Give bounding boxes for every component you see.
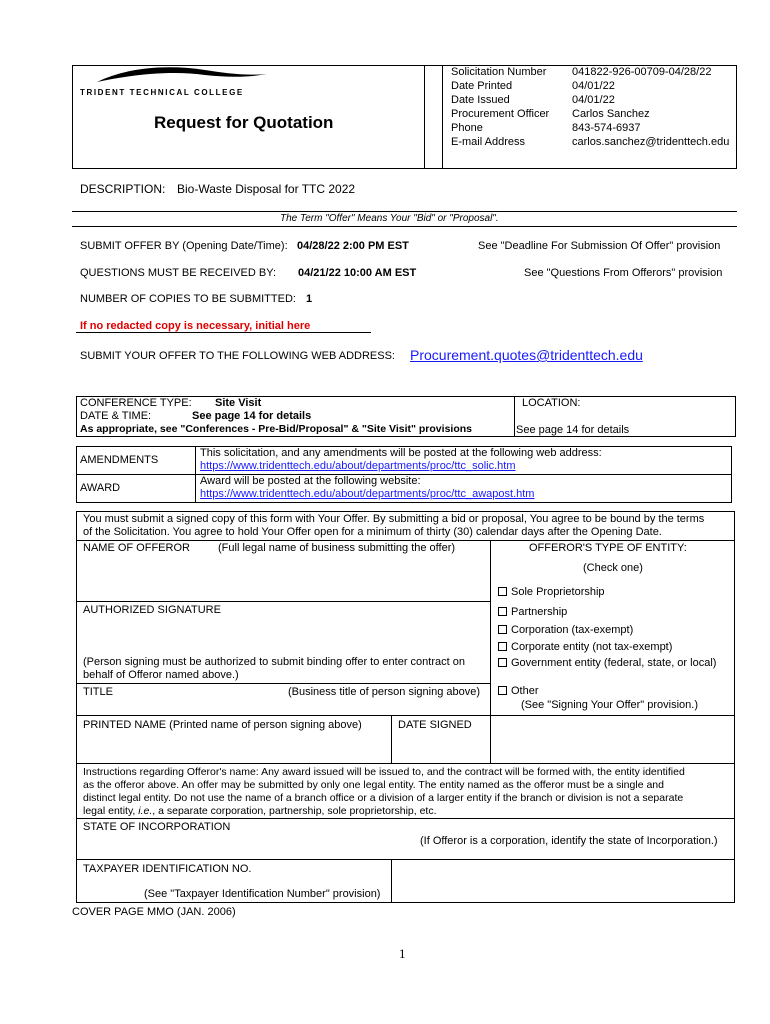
state-hint: (If Offeror is a corporation, identify the state of Incorporation.) bbox=[420, 835, 718, 847]
submit-by-note: See "Deadline For Submission Of Offer" provision bbox=[478, 240, 721, 252]
field-label: Date Printed bbox=[451, 80, 513, 92]
entity-option-label: Sole Proprietorship bbox=[511, 586, 605, 598]
award-label: AWARD bbox=[80, 482, 121, 494]
header-divider bbox=[442, 65, 443, 169]
conference-date-value: See page 14 for details bbox=[192, 410, 312, 422]
questions-label: QUESTIONS MUST BE RECEIVED BY: bbox=[80, 267, 277, 279]
instructions-text: i.e. bbox=[138, 805, 153, 817]
title-label: TITLE bbox=[83, 686, 113, 698]
questions-note: See "Questions From Offerors" provision bbox=[524, 267, 723, 279]
taxpayer-label: TAXPAYER IDENTIFICATION NO. bbox=[83, 863, 252, 875]
conference-date-label: DATE & TIME: bbox=[80, 410, 152, 422]
field-value: Carlos Sanchez bbox=[572, 108, 650, 120]
date-signed-field[interactable] bbox=[393, 733, 488, 761]
web-address-link[interactable]: Procurement.quotes@tridenttech.edu bbox=[410, 347, 643, 363]
title-field[interactable] bbox=[78, 700, 488, 714]
entity-option[interactable] bbox=[498, 586, 605, 599]
redacted-note: If no redacted copy is necessary, initial here bbox=[80, 320, 311, 332]
header-divider bbox=[424, 65, 425, 169]
conference-appropriate: As appropriate, see "Conferences - Pre-Bid/Proposal" & "Site Visit" provisions bbox=[80, 423, 472, 435]
authorized-signature-label: AUTHORIZED SIGNATURE bbox=[83, 604, 221, 616]
submit-by-label: SUBMIT OFFER BY (Opening Date/Time): bbox=[80, 240, 288, 252]
printed-name-label: PRINTED NAME (Printed name of person signing above) bbox=[83, 719, 362, 731]
field-label: Solicitation Number bbox=[451, 66, 547, 78]
initial-line[interactable] bbox=[76, 332, 371, 333]
offer-row-divider bbox=[76, 683, 490, 684]
state-field[interactable] bbox=[78, 835, 408, 857]
entity-option-label: Corporation (tax-exempt) bbox=[511, 624, 634, 636]
offer-col-divider bbox=[490, 540, 491, 763]
checkbox-icon[interactable] bbox=[498, 658, 507, 667]
entity-type-title: OFFEROR'S TYPE OF ENTITY: bbox=[529, 542, 687, 554]
state-label: STATE OF INCORPORATION bbox=[83, 821, 231, 833]
instructions-line bbox=[83, 805, 437, 818]
amendments-text: This solicitation, and any amendments will be posted at the following web address: bbox=[200, 447, 602, 459]
name-of-offeror-hint: (Full legal name of business submitting the offer) bbox=[218, 542, 456, 554]
field-label: Procurement Officer bbox=[451, 108, 550, 120]
entity-option[interactable] bbox=[498, 685, 539, 698]
instructions-line: as the offeror above. An offer may be submitted by only one legal entity. The entity named as the offeror must be a single and bbox=[83, 779, 664, 791]
field-value: 04/01/22 bbox=[572, 94, 615, 106]
printed-name-field[interactable] bbox=[78, 733, 388, 761]
entity-other-note: (See "Signing Your Offer" provision.) bbox=[521, 699, 698, 711]
offer-row-divider bbox=[76, 601, 490, 602]
page-title: Request for Quotation bbox=[154, 113, 334, 132]
field-value: 041822-926-00709-04/28/22 bbox=[572, 66, 712, 78]
form-id: COVER PAGE MMO (JAN. 2006) bbox=[72, 906, 236, 918]
field-label: Phone bbox=[451, 122, 483, 134]
field-label: Date Issued bbox=[451, 94, 510, 106]
checkbox-icon[interactable] bbox=[498, 686, 507, 695]
amendments-col-divider bbox=[195, 446, 196, 503]
rule bbox=[72, 226, 737, 227]
entity-option-label: Other bbox=[511, 685, 539, 697]
email-link[interactable]: carlos.sanchez@tridenttech.edu bbox=[572, 136, 730, 148]
field-value: 843-574-6937 bbox=[572, 122, 641, 134]
entity-option[interactable] bbox=[498, 641, 672, 654]
college-name: TRIDENT TECHNICAL COLLEGE bbox=[80, 88, 244, 97]
checkbox-icon[interactable] bbox=[498, 607, 507, 616]
offer-row-divider bbox=[76, 540, 735, 541]
offer-row-divider bbox=[76, 859, 735, 860]
offer-row-divider bbox=[76, 715, 735, 716]
location-label: LOCATION: bbox=[522, 397, 581, 409]
field-label: E-mail Address bbox=[451, 136, 525, 148]
instructions-text: legal entity, bbox=[83, 805, 139, 817]
award-text: Award will be posted at the following website: bbox=[200, 475, 421, 487]
signature-note: behalf of Offeror named above.) bbox=[83, 669, 239, 681]
entity-option-label: Government entity (federal, state, or local) bbox=[511, 657, 717, 669]
field-value: 04/01/22 bbox=[572, 80, 615, 92]
rule bbox=[72, 211, 737, 212]
entity-option[interactable] bbox=[498, 606, 567, 619]
amendments-label: AMENDMENTS bbox=[80, 454, 159, 466]
offer-col-divider bbox=[391, 859, 392, 903]
instructions-line: distinct legal entity. Do not use the name of a branch office or a division of a larger entity if the branch or division is not a separate bbox=[83, 792, 684, 804]
checkbox-icon[interactable] bbox=[498, 587, 507, 596]
title-hint: (Business title of person signing above) bbox=[288, 686, 480, 698]
date-signed-label: DATE SIGNED bbox=[398, 719, 472, 731]
amendments-link[interactable]: https://www.tridenttech.edu/about/departments/proc/ttc_solic.htm bbox=[200, 460, 516, 472]
award-link[interactable]: https://www.tridenttech.edu/about/departments/proc/ttc_awapost.htm bbox=[200, 488, 535, 500]
name-of-offeror-label: NAME OF OFFEROR bbox=[83, 542, 190, 554]
web-address-label: SUBMIT YOUR OFFER TO THE FOLLOWING WEB ADDRESS: bbox=[80, 350, 395, 362]
offer-intro-line: You must submit a signed copy of this form with Your Offer. By submitting a bid or proposal, You agree to be bound by the terms bbox=[83, 513, 705, 525]
conference-divider bbox=[514, 396, 515, 437]
entity-option[interactable] bbox=[498, 657, 716, 670]
submit-by-value: 04/28/22 2:00 PM EST bbox=[297, 240, 409, 252]
entity-option-label: Corporate entity (not tax-exempt) bbox=[511, 641, 673, 653]
page-number: 1 bbox=[399, 946, 406, 961]
description-value: Bio-Waste Disposal for TTC 2022 bbox=[177, 182, 356, 196]
conference-type-value: Site Visit bbox=[215, 397, 262, 409]
offer-note: The Term "Offer" Means Your "Bid" or "Proposal". bbox=[280, 213, 499, 224]
questions-value: 04/21/22 10:00 AM EST bbox=[298, 267, 417, 279]
taxpayer-field[interactable] bbox=[393, 861, 733, 901]
copies-label: NUMBER OF COPIES TO BE SUBMITTED: bbox=[80, 293, 296, 305]
authorized-signature-field[interactable] bbox=[78, 618, 488, 654]
location-value: See page 14 for details bbox=[516, 424, 630, 436]
copies-value: 1 bbox=[306, 293, 313, 305]
instructions-line: Instructions regarding Offeror's name: Any award issued will be issued to, and the contract will be formed with, the entity identified bbox=[83, 766, 685, 778]
description-label: DESCRIPTION: bbox=[80, 182, 166, 196]
checkbox-icon[interactable] bbox=[498, 625, 507, 634]
taxpayer-hint: (See "Taxpayer Identification Number" provision) bbox=[144, 888, 381, 900]
offer-intro-line: of the Solicitation. You agree to hold Your Offer open for a minimum of thirty (30) calendar days after the Opening Date. bbox=[83, 526, 662, 538]
signature-note: (Person signing must be authorized to submit binding offer to enter contract on bbox=[83, 656, 465, 668]
offer-col-divider bbox=[391, 715, 392, 763]
checkbox-icon[interactable] bbox=[498, 642, 507, 651]
offer-row-divider bbox=[76, 818, 735, 819]
offer-row-divider bbox=[76, 763, 735, 764]
entity-option[interactable] bbox=[498, 624, 633, 637]
entity-option-label: Partnership bbox=[511, 606, 568, 618]
instructions-text: , a separate corporation, partnership, sole proprietorship, etc. bbox=[152, 805, 437, 817]
college-logo-swoosh bbox=[95, 64, 270, 88]
conference-type-label: CONFERENCE TYPE: bbox=[80, 397, 192, 409]
entity-type-check: (Check one) bbox=[583, 562, 643, 574]
name-of-offeror-field[interactable] bbox=[78, 556, 488, 600]
